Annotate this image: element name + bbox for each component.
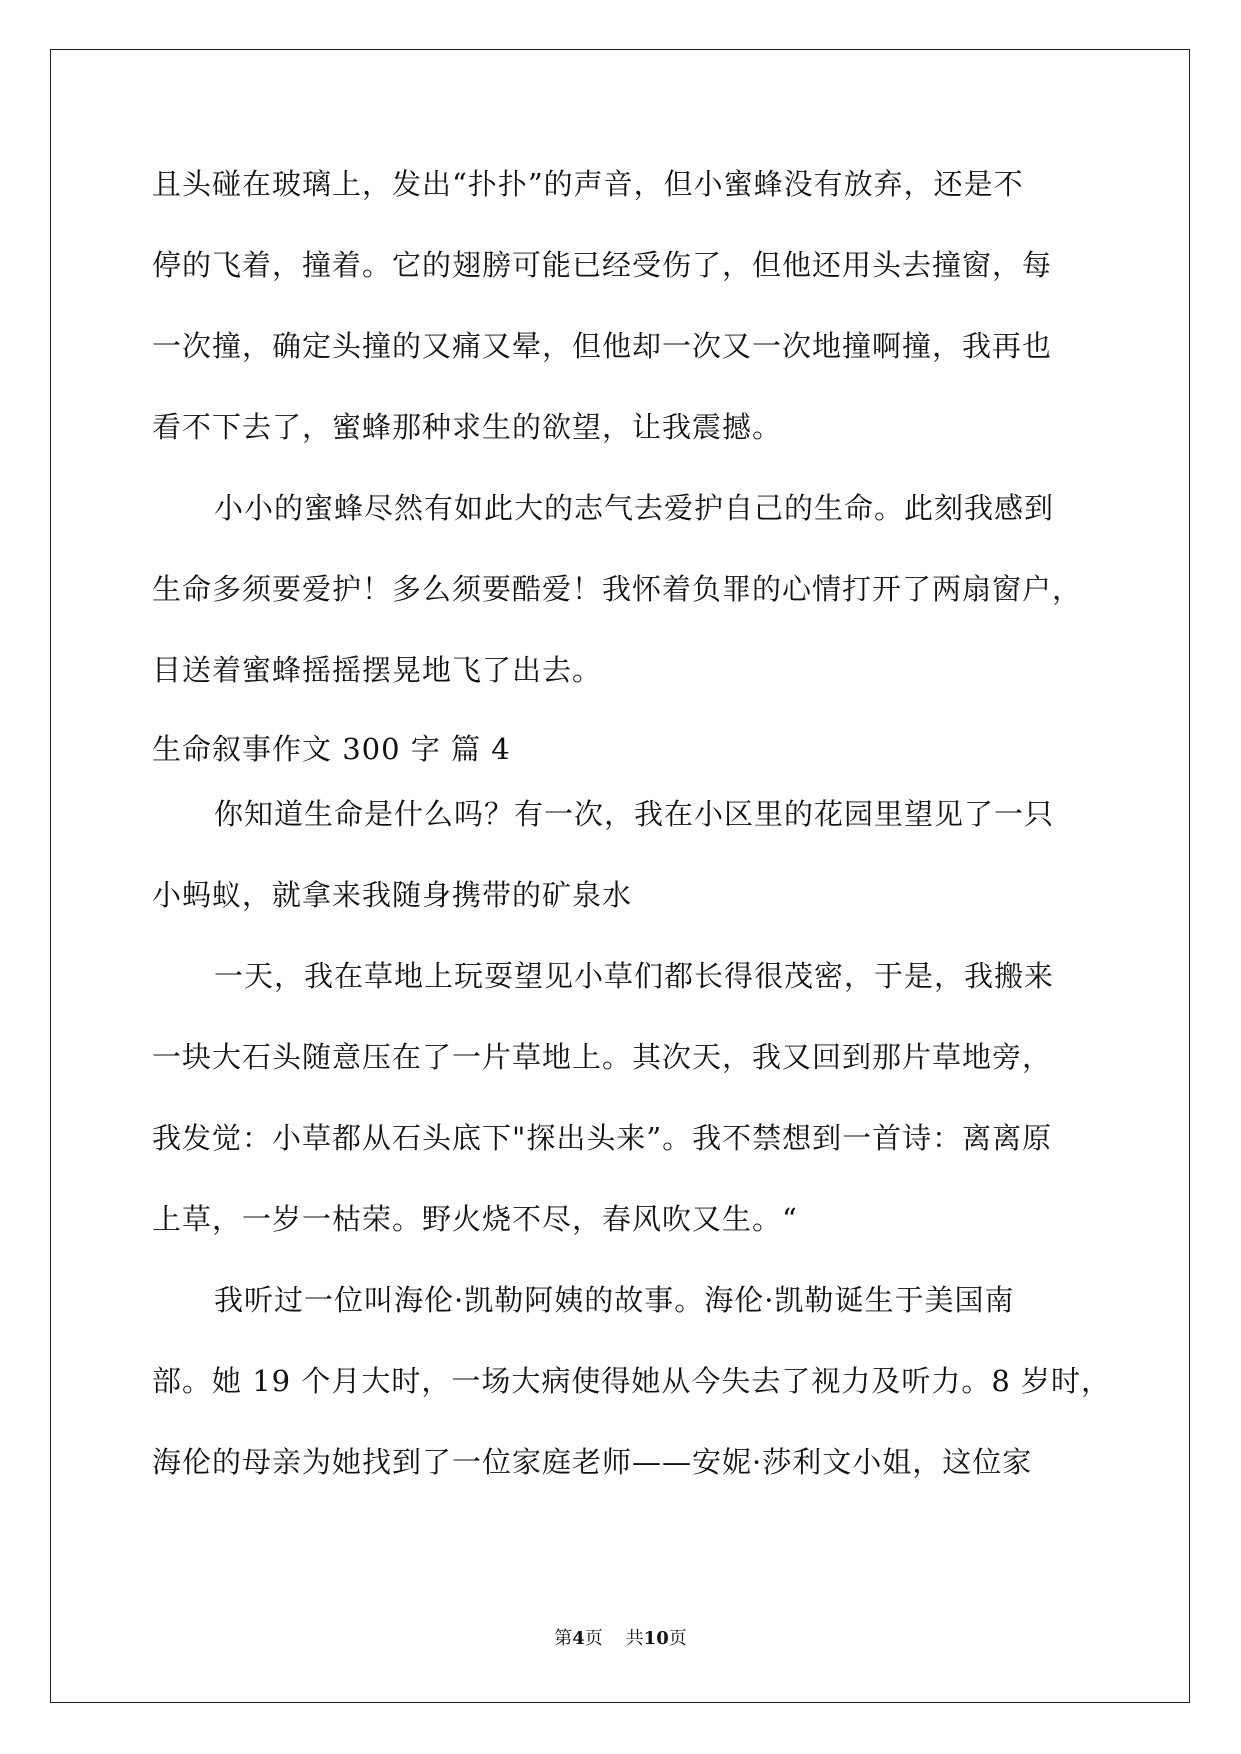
text-line: 且头碰在玻璃上，发出“扑扑”的声音，但小蜜蜂没有放弃，还是不 xyxy=(152,167,1024,201)
document-body xyxy=(152,156,1112,1515)
text-line: 小蚂蚁，就拿来我随身携带的矿泉水 xyxy=(152,878,633,912)
footer-prefix: 第 xyxy=(554,1628,573,1649)
text-line: 海伦的母亲为她找到了一位家庭老师——安妮·莎利文小姐，这位家 xyxy=(152,1445,1033,1479)
page-footer xyxy=(0,1624,1241,1650)
text-line: 停的飞着，撞着。它的翅膀可能已经受伤了，但他还用头去撞窗，每 xyxy=(152,248,1053,282)
total-page-number: 10 xyxy=(643,1628,669,1649)
paragraph-start-line: 一天，我在草地上玩耍望见小草们都长得很茂密，于是，我搬来 xyxy=(214,959,1055,993)
footer-suffix: 页 xyxy=(668,1628,687,1649)
paragraph-start-line: 你知道生命是什么吗？有一次，我在小区里的花园里望见了一只 xyxy=(214,797,1055,831)
text-line: 我发觉：小草都从石头底下"探出头来”。我不禁想到一首诗：离离原 xyxy=(152,1121,1053,1155)
text-line: 一次撞，确定头撞的又痛又晕，但他却一次又一次地撞啊撞，我再也 xyxy=(152,329,1053,363)
text-line: 部。她 19 个月大时，一场大病使得她从今失去了视力及听力。8 岁时， xyxy=(152,1364,1112,1398)
text-line: 上草，一岁一枯荣。野火烧不尽，春风吹又生。“ xyxy=(152,1202,798,1236)
paragraph-start-line: 我听过一位叫海伦·凯勒阿姨的故事。海伦·凯勒诞生于美国南 xyxy=(214,1283,1015,1317)
paragraph-start-line: 小小的蜜蜂尽然有如此大的志气去爱护自己的生命。此刻我感到 xyxy=(214,491,1055,525)
current-page-number: 4 xyxy=(572,1628,585,1649)
text-line: 看不下去了，蜜蜂那种求生的欲望，让我震撼。 xyxy=(152,410,783,444)
footer-middle: 页 共 xyxy=(584,1628,644,1649)
text-line: 一块大石头随意压在了一片草地上。其次天，我又回到那片草地旁， xyxy=(152,1040,1053,1074)
section-heading: 生命叙事作文 300 字 篇 4 xyxy=(152,732,511,766)
text-line: 目送着蜜蜂摇摇摆晃地飞了出去。 xyxy=(152,653,603,687)
text-line: 生命多须要爱护！多么须要酷爱！我怀着负罪的心情打开了两扇窗户， xyxy=(152,572,1083,606)
